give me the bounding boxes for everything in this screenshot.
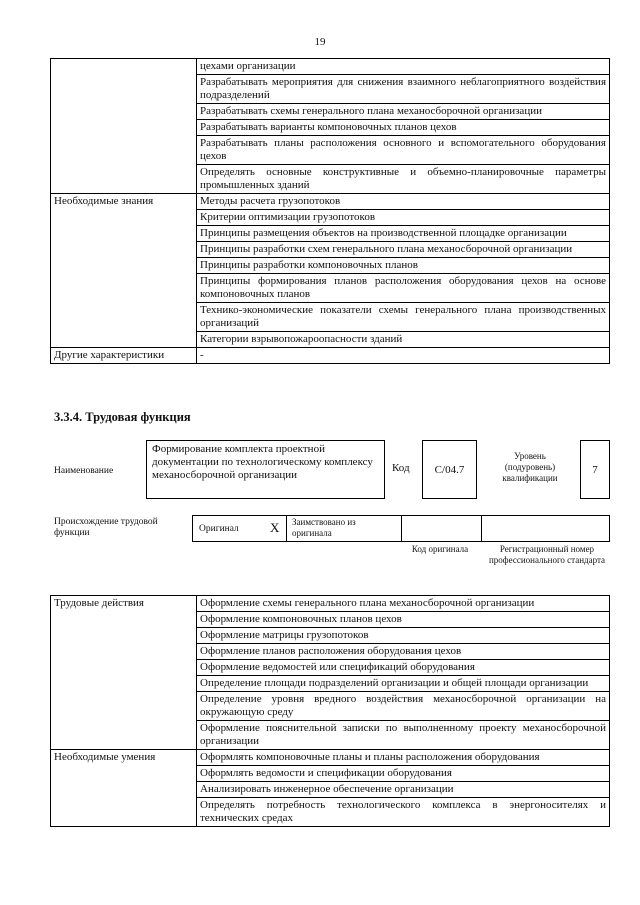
origin-box (192, 515, 610, 542)
level-box (580, 440, 610, 499)
row-text: Принципы размещения объектов на производственной площадке организации (197, 226, 610, 242)
row-text: Определение площади подразделений организации и общей площади организации (197, 676, 610, 692)
original-label: Оригинал (199, 524, 239, 534)
row-text: Технико-экономические показатели схемы генерального плана производственных организаций (197, 303, 610, 332)
function-name-value: Формирование комплекта проектной документации по технологическому комплексу механосборочной организации (152, 443, 373, 481)
row-text: Принципы формирования планов расположения оборудования цехов на основе компоновочных планов (197, 274, 610, 303)
row-text: Разрабатывать схемы генерального плана механосборочной организации (197, 104, 610, 120)
row-text: Определение уровня вредного воздействия механосборочной организации на окружающую среду (197, 692, 610, 721)
row-text: Принципы разработки схем генерального плана механосборочной организации (197, 242, 610, 258)
row-text: Оформлять компоновочные планы и планы расположения оборудования (197, 750, 610, 766)
row-text: Оформление планов расположения оборудования цехов (197, 644, 610, 660)
table-row (51, 59, 610, 75)
labor-function-table (50, 595, 610, 827)
row-text: Разрабатывать мероприятия для снижения взаимного неблагоприятного воздействия подразделений (197, 75, 610, 104)
row-text: Оформление компоновочных планов цехов (197, 612, 610, 628)
row-text: Оформление схемы генерального плана механосборочной организации (197, 596, 610, 612)
row-label: Трудовые действия (51, 596, 197, 750)
skills-knowledge-table (50, 58, 610, 364)
reg-caption: Регистрационный номер профессионального стандарта (488, 544, 606, 565)
row-text: Оформление ведомостей или спецификаций оборудования (197, 660, 610, 676)
code-label: Код (392, 462, 410, 474)
row-text: Разрабатывать планы расположения основного и вспомогательного оборудования цехов (197, 136, 610, 165)
origin-label: Происхождение трудовой функции (54, 517, 158, 538)
origin-divider (481, 516, 482, 541)
borrowed-label: Заимствовано из оригинала (292, 517, 356, 538)
name-label: Наименование (54, 466, 114, 476)
page-number: 19 (314, 36, 326, 48)
row-text: Категории взрывопожароопасности зданий (197, 332, 610, 348)
row-label: Другие характеристики (51, 348, 197, 364)
row-text: Критерии оптимизации грузопотоков (197, 210, 610, 226)
origin-divider (401, 516, 402, 541)
code-caption: Код оригинала (411, 544, 469, 554)
row-text: Разрабатывать варианты компоновочных планов цехов (197, 120, 610, 136)
table-row (51, 194, 610, 210)
origin-divider (286, 516, 287, 541)
row-label: Необходимые умения (51, 750, 197, 827)
row-text: Анализировать инженерное обеспечение организации (197, 782, 610, 798)
table-row (51, 348, 610, 364)
original-mark: X (270, 520, 280, 535)
row-text: Определять потребность технологического комплекса в энергоносителях и технических средах (197, 798, 610, 827)
section-title: 3.3.4. Трудовая функция (54, 410, 191, 424)
row-text: Оформлять ведомости и спецификации оборудования (197, 766, 610, 782)
row-text: Оформление пояснительной записки по выполненному проекту механосборочной организации (197, 721, 610, 750)
code-box (422, 440, 477, 499)
row-text: Оформление матрицы грузопотоков (197, 628, 610, 644)
row-text: - (197, 348, 610, 364)
table-row (51, 596, 610, 612)
row-text: Определять основные конструктивные и объемно-планировочные параметры промышленных зданий (197, 165, 610, 194)
row-text: цехами организации (197, 59, 610, 75)
row-text: Методы расчета грузопотоков (197, 194, 610, 210)
level-value: 7 (592, 463, 598, 476)
table-row (51, 750, 610, 766)
code-value: C/04.7 (434, 463, 465, 476)
row-text: Принципы разработки компоновочных планов (197, 258, 610, 274)
row-label (51, 59, 197, 194)
level-label: Уровень (подуровень) квалификации (502, 451, 558, 483)
function-name-box (146, 440, 385, 499)
row-label: Необходимые знания (51, 194, 197, 348)
